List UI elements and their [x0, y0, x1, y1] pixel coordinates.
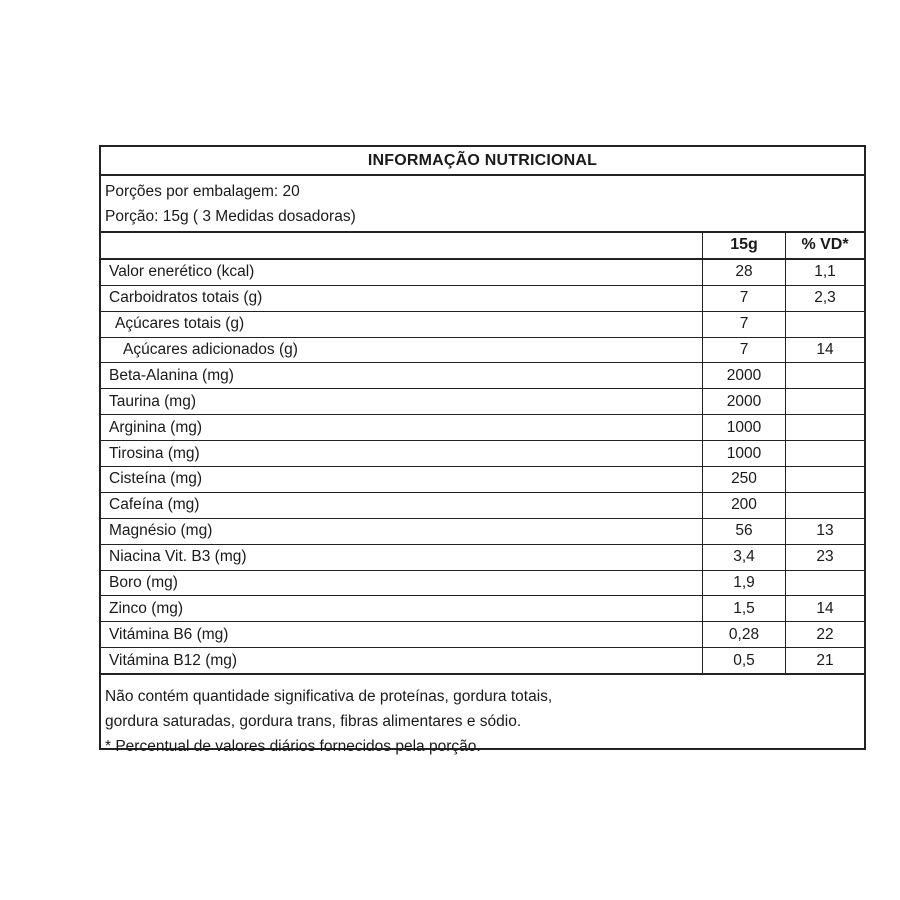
nutrient-daily-value: 1,1	[786, 259, 865, 285]
servings-per-package: Porções por embalagem: 20	[105, 183, 300, 200]
nutrient-name: Valor enerético (kcal)	[101, 259, 703, 285]
serving-size: Porção: 15g ( 3 Medidas dosadoras)	[105, 208, 356, 225]
nutrient-daily-value: 14	[786, 596, 865, 622]
nutrient-name: Vitámina B6 (mg)	[101, 622, 703, 648]
nutrient-daily-value	[786, 492, 865, 518]
table-row	[101, 415, 864, 441]
nutrient-name: Vitámina B12 (mg)	[101, 648, 703, 674]
serving-info	[101, 176, 864, 233]
table-row	[101, 544, 864, 570]
nutrition-table	[101, 233, 864, 675]
label-footer	[101, 675, 864, 759]
table-row	[101, 596, 864, 622]
nutrient-quantity: 1,5	[703, 596, 786, 622]
header-daily-value: % VD*	[786, 233, 865, 259]
label-title: INFORMAÇÃO NUTRICIONAL	[101, 147, 864, 176]
table-row	[101, 648, 864, 674]
nutrient-quantity: 28	[703, 259, 786, 285]
nutrient-daily-value	[786, 467, 865, 493]
nutrient-daily-value: 23	[786, 544, 865, 570]
nutrient-daily-value: 21	[786, 648, 865, 674]
nutrient-quantity: 2000	[703, 363, 786, 389]
nutrient-quantity: 200	[703, 492, 786, 518]
nutrient-daily-value	[786, 441, 865, 467]
nutrient-quantity: 3,4	[703, 544, 786, 570]
table-row	[101, 259, 864, 285]
nutrient-quantity: 1000	[703, 441, 786, 467]
nutrient-name: Taurina (mg)	[101, 389, 703, 415]
table-row	[101, 337, 864, 363]
nutrient-daily-value	[786, 570, 865, 596]
nutrient-name: Cafeína (mg)	[101, 492, 703, 518]
nutrient-name: Tirosina (mg)	[101, 441, 703, 467]
nutrient-daily-value	[786, 389, 865, 415]
table-row	[101, 622, 864, 648]
table-row	[101, 389, 864, 415]
nutrient-name: Cisteína (mg)	[101, 467, 703, 493]
table-row	[101, 492, 864, 518]
table-header-row	[101, 233, 864, 259]
footer-note: * Percentual de valores diários fornecidos pela porção.	[105, 738, 481, 756]
nutrition-facts-label	[99, 145, 866, 756]
nutrient-daily-value: 22	[786, 622, 865, 648]
nutrient-daily-value: 13	[786, 518, 865, 544]
nutrient-daily-value: 14	[786, 337, 865, 363]
nutrient-name: Magnésio (mg)	[101, 518, 703, 544]
nutrient-quantity: 1,9	[703, 570, 786, 596]
nutrient-daily-value	[786, 363, 865, 389]
table-row	[101, 518, 864, 544]
footer-line: gordura saturadas, gordura trans, fibras alimentares e sódio.	[105, 713, 522, 731]
nutrient-quantity: 7	[703, 311, 786, 337]
nutrient-name: Beta-Alanina (mg)	[101, 363, 703, 389]
nutrient-name: Arginina (mg)	[101, 415, 703, 441]
nutrient-quantity: 0,28	[703, 622, 786, 648]
header-quantity: 15g	[703, 233, 786, 259]
nutrient-name: Carboidratos totais (g)	[101, 285, 703, 311]
nutrient-name: Açúcares adicionados (g)	[101, 337, 703, 363]
table-row	[101, 311, 864, 337]
nutrient-name: Açúcares totais (g)	[101, 311, 703, 337]
table-row	[101, 285, 864, 311]
nutrient-quantity: 7	[703, 285, 786, 311]
footer-line: Não contém quantidade significativa de proteínas, gordura totais,	[105, 688, 553, 706]
table-row	[101, 570, 864, 596]
nutrient-daily-value	[786, 415, 865, 441]
nutrient-quantity: 2000	[703, 389, 786, 415]
nutrient-daily-value: 2,3	[786, 285, 865, 311]
nutrient-name: Niacina Vit. B3 (mg)	[101, 544, 703, 570]
nutrient-quantity: 0,5	[703, 648, 786, 674]
table-row	[101, 441, 864, 467]
header-nutrient	[101, 233, 703, 259]
nutrient-quantity: 1000	[703, 415, 786, 441]
nutrient-quantity: 250	[703, 467, 786, 493]
nutrient-quantity: 7	[703, 337, 786, 363]
table-row	[101, 467, 864, 493]
table-row	[101, 363, 864, 389]
nutrient-name: Boro (mg)	[101, 570, 703, 596]
nutrient-quantity: 56	[703, 518, 786, 544]
nutrient-name: Zinco (mg)	[101, 596, 703, 622]
nutrient-daily-value	[786, 311, 865, 337]
